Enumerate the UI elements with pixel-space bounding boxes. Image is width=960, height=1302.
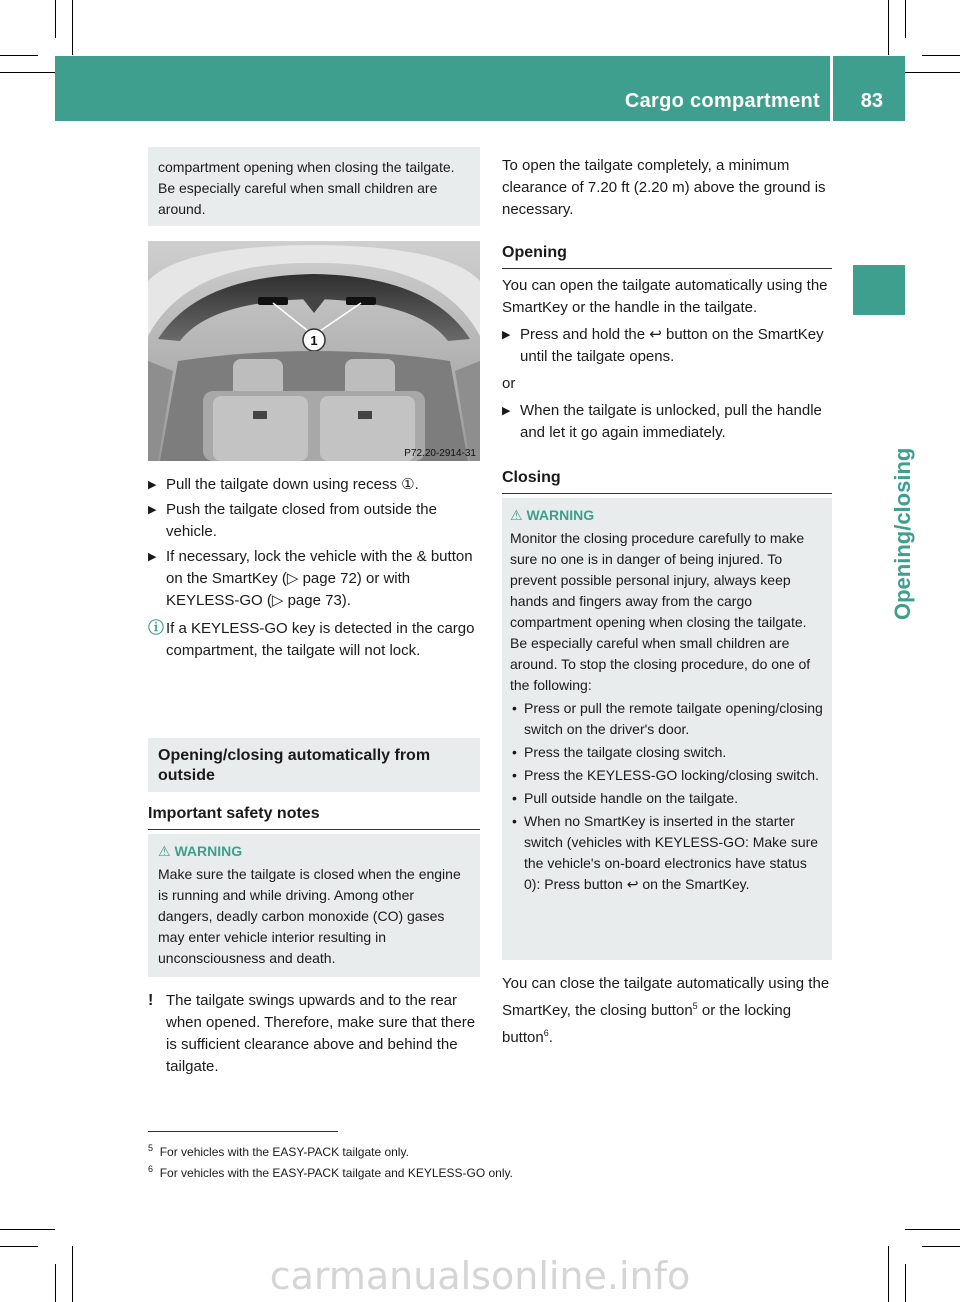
warning-box <box>148 834 480 977</box>
arrow-icon: ▶ <box>502 405 511 417</box>
footnote: $^6$ For vehicles with the EASY-PACK tailgate and KEYLESS-GO only. <box>148 1164 513 1180</box>
tailgate-photo <box>148 241 480 461</box>
header-title: Cargo compartment <box>624 90 820 112</box>
closing-paragraph: You can close the tailgate automatically using the SmartKey, the closing button$^5$ or the locking button$^6$. <box>502 975 830 1046</box>
list-item: ▶ When the tailgate is unlocked, pull the handle and let it go again immediately. <box>502 402 822 441</box>
footnote-divider <box>148 1131 338 1132</box>
footnote-ref[interactable]: 5 <box>692 1001 698 1011</box>
warning-heading: ⚠ WARNING <box>510 507 595 523</box>
list-item: • Press or pull the remote tailgate opening/closing switch on the driver's door. <box>512 700 823 737</box>
warning-triangle-icon: ⚠ <box>158 843 171 859</box>
info-icon: ⓘ <box>148 620 165 637</box>
tailgate-steps <box>148 474 480 662</box>
info-note: ⓘ If a KEYLESS-GO key is detected in the cargo compartment, the tailgate will not lock. <box>148 620 475 659</box>
closing-warning-box <box>502 498 832 960</box>
watermark: carmanualsonline.info <box>269 1254 691 1298</box>
side-tab-marker <box>853 265 905 315</box>
list-item: • When no SmartKey is inserted in the starter switch (vehicles with KEYLESS-GO: Make sure the vehicle's on-board electronics have status 0): Press button ↩ on the SmartKey. <box>512 813 819 892</box>
list-item: ▶ Pull the tailgate down using recess ①. <box>148 474 480 496</box>
opening-section <box>502 275 834 444</box>
list-item: • Press the KEYLESS-GO locking/closing switch. <box>512 767 819 783</box>
arrow-icon: ▶ <box>148 504 157 516</box>
arrow-icon: ▶ <box>148 479 157 491</box>
section-heading-box <box>148 738 480 792</box>
exclamation-icon: ! <box>148 992 154 1009</box>
caution-item: ! The tailgate swings upwards and to the rear when opened. Therefore, make sure that there is sufficient clearance above and behind the tailgate. <box>148 992 476 1075</box>
or-text: or <box>502 375 516 392</box>
opening-heading: Opening <box>502 242 832 269</box>
photo-reference-code: P72.20-2914-31 <box>404 448 476 459</box>
page-header <box>55 56 905 121</box>
arrow-icon: ▶ <box>148 551 157 563</box>
warning-triangle-icon: ⚠ <box>510 507 523 523</box>
side-tab-label: Opening/closing <box>890 447 915 620</box>
closing-heading: Closing <box>502 467 832 494</box>
footnotes <box>148 1140 848 1182</box>
tailgate-photo-illustration <box>148 241 480 461</box>
callout-number: 1 <box>310 333 318 348</box>
footnote: $^5$ For vehicles with the EASY-PACK tailgate only. <box>148 1143 409 1159</box>
footnote-ref[interactable]: 6 <box>543 1028 549 1038</box>
header-divider <box>830 56 833 121</box>
opening-text: You can open the tailgate automatically using the SmartKey or the handle in the tailgate. <box>502 277 828 316</box>
page-number: 83 <box>860 90 883 112</box>
list-item: • Pull outside handle on the tailgate. <box>512 790 739 806</box>
continued-warning-text: compartment opening when closing the tailgate. Be especially careful when small children are around. <box>158 159 455 217</box>
intro-paragraph: To open the tailgate completely, a minimum clearance of 7.20 ft (2.20 m) above the ground is necessary. <box>502 157 826 218</box>
continued-warning-box <box>148 147 480 226</box>
list-item: ▶ Push the tailgate closed from outside the vehicle. <box>148 501 437 540</box>
arrow-icon: ▶ <box>502 329 511 341</box>
list-item: ▶ Press and hold the ↩ button on the SmartKey until the tailgate opens. <box>502 326 824 365</box>
warning-heading: ⚠ WARNING <box>158 843 243 859</box>
caution-note <box>148 990 480 1078</box>
list-item: ▶ If necessary, lock the vehicle with the & button on the SmartKey (▷ page 72) or with KEYLESS-GO (▷ page 73). <box>148 548 473 609</box>
section-heading: Opening/closing automatically from outside <box>158 747 431 784</box>
subheading: Important safety notes <box>148 803 480 830</box>
warning-text: Monitor the closing procedure carefully to make sure no one is in danger of being injured. To prevent possible personal injury, always keep hands and fingers away from the cargo compartment opening when closing the tailgate. Be especially careful when small children are around. To stop the closing procedure, do one of the following: <box>510 530 811 693</box>
warning-text: Make sure the tailgate is closed when the engine is running and while driving. Among other dangers, deadly carbon monoxide (CO) gases may enter vehicle interior resulting in unconsciousness and death. <box>158 866 461 966</box>
list-item: • Press the tailgate closing switch. <box>512 744 727 760</box>
